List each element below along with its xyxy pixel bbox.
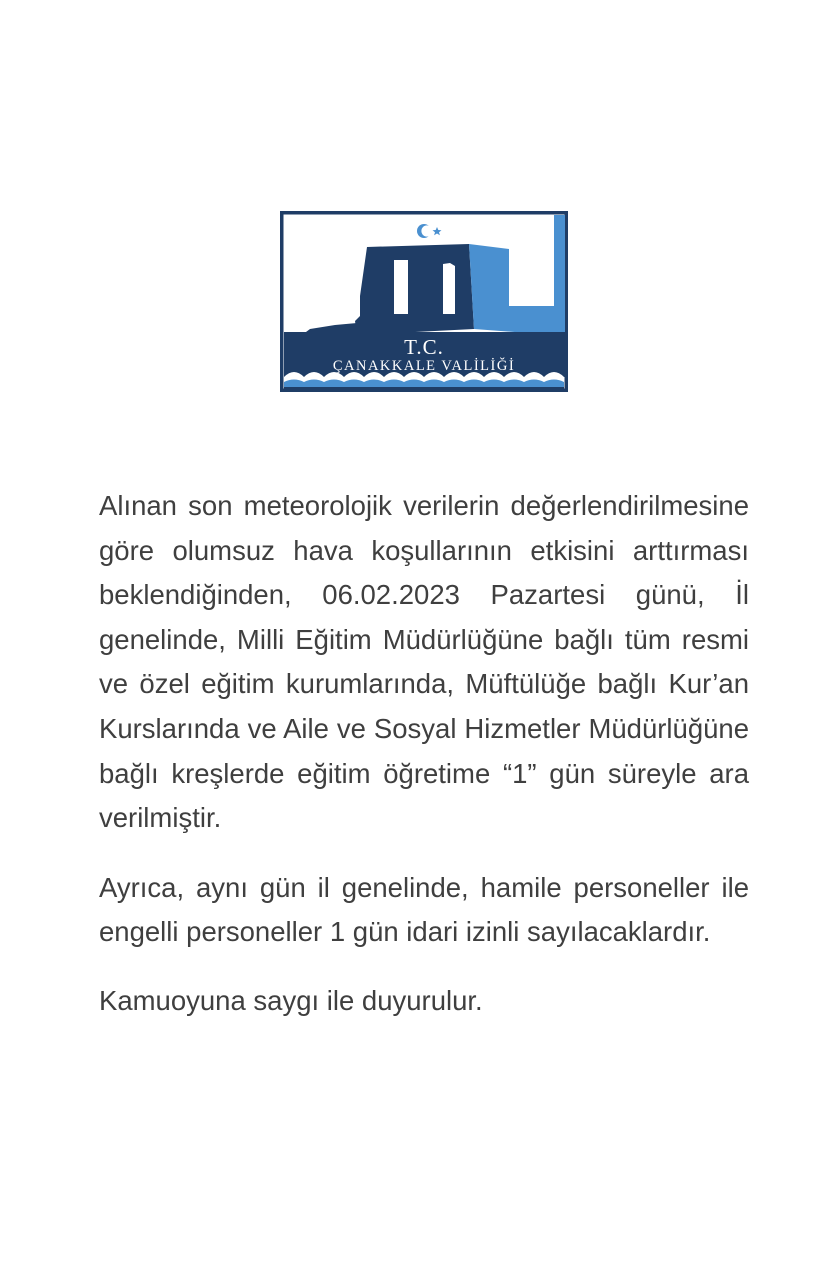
announcement-paragraph-2: Ayrıca, aynı gün il genelinde, hamile personeller ile engelli personeller 1 gün idari izinli sayılacaklardır.: [99, 871, 749, 948]
announcement-paragraph-1: Alınan son meteorolojik verilerin değerlendirilmesine göre olumsuz hava koşullarının etkisini arttırması beklendiğinden, 06.02.2023 Pazartesi günü, İl genelinde, Milli Eğitim Müdürlüğüne bağlı tüm resmi ve özel eğitim kurumlarında, Müftülüğe bağlı Kur’an Kurslarında ve Aile ve Sosyal Hizmetler Müdürlüğüne bağlı kreşlerde eğitim öğretime “1” gün süreyle ara verilmiştir.: [99, 490, 749, 834]
announcement-body: [99, 484, 749, 1024]
announcement-closing: Kamuoyuna saygı ile duyurulur.: [99, 984, 483, 1016]
logo-institution-name: ÇANAKKALE VALİLİĞİ: [332, 358, 516, 374]
logo-emblem: [280, 211, 568, 392]
canakkale-valiligi-logo: [280, 211, 568, 392]
logo-tc-text: T.C.: [404, 335, 444, 359]
